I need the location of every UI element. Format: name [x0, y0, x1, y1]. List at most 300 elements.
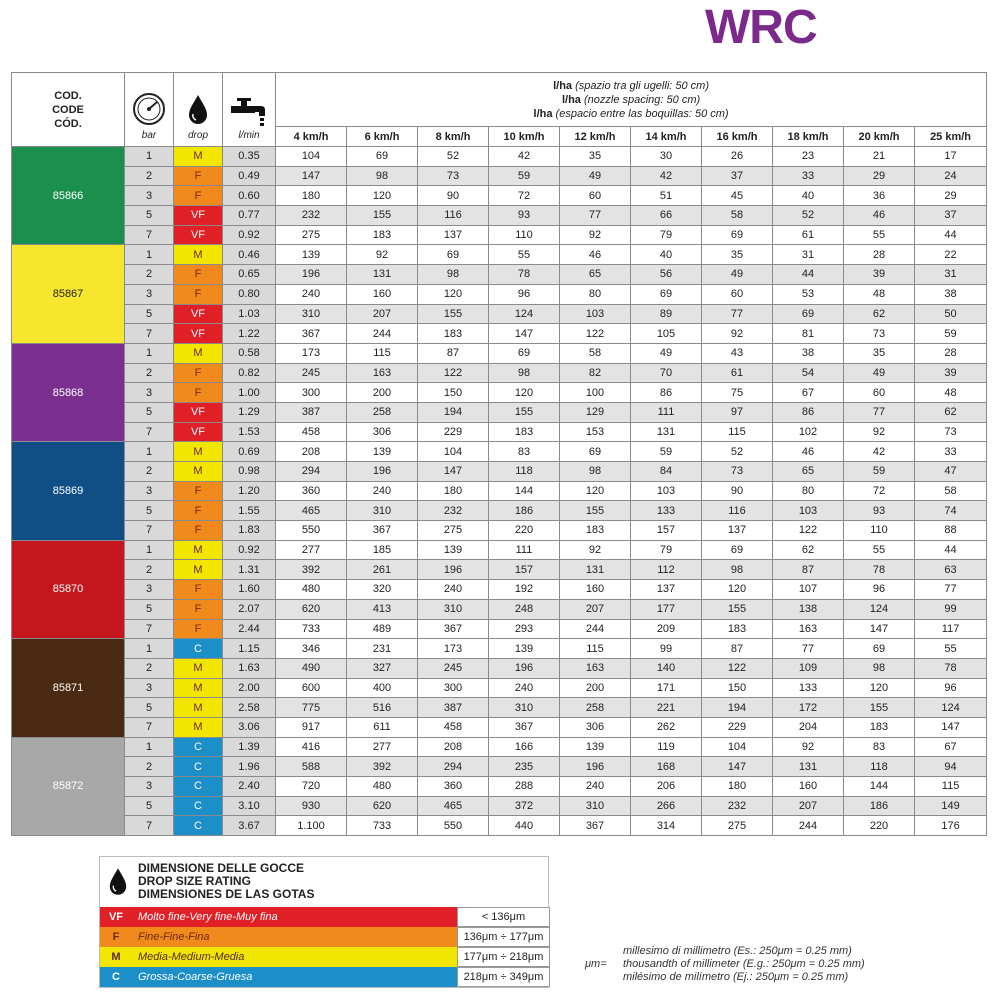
flow-rate-cell: 0.69	[223, 442, 276, 462]
application-rate-cell: 29	[915, 186, 987, 206]
application-rate-cell: 133	[631, 501, 702, 521]
speed-header: 6 km/h	[347, 127, 418, 147]
application-rate-cell: 96	[915, 678, 987, 698]
application-rate-cell: 416	[276, 737, 347, 757]
pressure-cell: 7	[125, 717, 174, 737]
application-rate-cell: 35	[844, 343, 915, 363]
application-rate-cell: 310	[418, 599, 489, 619]
flow-rate-cell: 0.98	[223, 462, 276, 482]
application-rate-cell: 208	[418, 737, 489, 757]
application-rate-cell: 245	[418, 658, 489, 678]
pressure-cell: 1	[125, 737, 174, 757]
table-row	[12, 501, 987, 521]
application-rate-cell: 275	[702, 816, 773, 836]
application-rate-cell: 150	[418, 383, 489, 403]
application-rate-cell: 144	[489, 481, 560, 501]
application-rate-cell: 240	[560, 777, 631, 797]
application-rate-cell: 119	[631, 737, 702, 757]
application-rate-cell: 58	[560, 343, 631, 363]
legend-code: F	[112, 931, 120, 943]
application-rate-cell: 36	[844, 186, 915, 206]
legend-description: Fine-Fine-Fina	[138, 931, 210, 943]
application-rate-cell: 99	[915, 599, 987, 619]
application-rate-cell: 87	[702, 639, 773, 659]
application-rate-cell: 155	[347, 206, 418, 226]
legend-row	[100, 967, 550, 987]
drop-size-cell: M	[174, 442, 223, 462]
flow-rate-cell: 1.60	[223, 580, 276, 600]
application-rate-cell: 110	[844, 521, 915, 541]
application-rate-cell: 346	[276, 639, 347, 659]
drop-size-cell: F	[174, 186, 223, 206]
application-rate-cell: 103	[560, 304, 631, 324]
application-rate-cell: 102	[773, 422, 844, 442]
application-rate-cell: 140	[631, 658, 702, 678]
drop-size-cell: M	[174, 245, 223, 265]
application-rate-cell: 69	[418, 245, 489, 265]
flow-rate-cell: 0.49	[223, 166, 276, 186]
pressure-cell: 2	[125, 265, 174, 285]
application-rate-cell: 288	[489, 777, 560, 797]
application-rate-cell: 196	[560, 757, 631, 777]
application-rate-cell: 49	[702, 265, 773, 285]
legend-range: < 136μm	[457, 907, 550, 927]
table-row	[12, 540, 987, 560]
application-rate-cell: 180	[276, 186, 347, 206]
application-rate-cell: 56	[631, 265, 702, 285]
application-rate-cell: 33	[773, 166, 844, 186]
application-rate-cell: 144	[844, 777, 915, 797]
application-rate-cell: 611	[347, 717, 418, 737]
application-rate-cell: 917	[276, 717, 347, 737]
table-row	[12, 757, 987, 777]
application-rate-cell: 186	[844, 796, 915, 816]
application-rate-cell: 139	[560, 737, 631, 757]
flow-rate-cell: 0.46	[223, 245, 276, 265]
application-rate-cell: 48	[844, 284, 915, 304]
application-rate-cell: 55	[489, 245, 560, 265]
table-row	[12, 599, 987, 619]
application-rate-cell: 103	[631, 481, 702, 501]
application-rate-cell: 155	[489, 402, 560, 422]
title-line-it: l/ha (spazio tra gli ugelli: 50 cm)	[553, 79, 709, 92]
application-rate-cell: 147	[915, 717, 987, 737]
application-rate-cell: 440	[489, 816, 560, 836]
application-rate-cell: 120	[418, 284, 489, 304]
pressure-cell: 1	[125, 245, 174, 265]
application-rate-cell: 116	[418, 206, 489, 226]
flow-rate-cell: 2.40	[223, 777, 276, 797]
note-line-es: milésimo de milímetro (Ej.: 250μm = 0.25 mm)	[623, 971, 849, 983]
application-rate-cell: 232	[702, 796, 773, 816]
drop-size-cell: M	[174, 540, 223, 560]
application-rate-cell: 129	[560, 402, 631, 422]
application-rate-cell: 231	[347, 639, 418, 659]
application-rate-cell: 122	[702, 658, 773, 678]
application-rate-cell: 209	[631, 619, 702, 639]
application-rate-cell: 183	[844, 717, 915, 737]
table-row	[12, 658, 987, 678]
application-rate-cell: 310	[560, 796, 631, 816]
application-rate-cell: 52	[418, 147, 489, 167]
application-rate-cell: 77	[844, 402, 915, 422]
application-rate-cell: 78	[844, 560, 915, 580]
application-rate-cell: 115	[560, 639, 631, 659]
application-rate-cell: 196	[418, 560, 489, 580]
application-rate-cell: 180	[702, 777, 773, 797]
table-row	[12, 363, 987, 383]
application-rate-cell: 465	[418, 796, 489, 816]
pressure-cell: 5	[125, 501, 174, 521]
application-rate-cell: 107	[773, 580, 844, 600]
pressure-cell: 1	[125, 147, 174, 167]
application-rate-cell: 120	[489, 383, 560, 403]
table-row	[12, 796, 987, 816]
application-rate-cell: 139	[347, 442, 418, 462]
drop-size-cell: F	[174, 619, 223, 639]
application-rate-cell: 59	[915, 324, 987, 344]
application-rate-cell: 26	[702, 147, 773, 167]
application-rate-cell: 100	[560, 383, 631, 403]
legend-title-es: DIMENSIONES DE LAS GOTAS	[138, 887, 315, 901]
application-rate-cell: 75	[702, 383, 773, 403]
application-rate-cell: 131	[631, 422, 702, 442]
legend-title-it: DIMENSIONE DELLE GOCCE	[138, 861, 305, 875]
application-rate-cell: 24	[915, 166, 987, 186]
application-rate-cell: 194	[418, 402, 489, 422]
drop-size-cell: F	[174, 501, 223, 521]
application-rate-cell: 55	[915, 639, 987, 659]
drop-size-cell: F	[174, 284, 223, 304]
cod-line-it: COD.	[54, 89, 82, 102]
legend-description: Media-Medium-Media	[138, 951, 245, 963]
speed-header: 25 km/h	[915, 127, 987, 147]
drop-size-cell: M	[174, 147, 223, 167]
application-rate-cell: 277	[276, 540, 347, 560]
drop-size-cell: VF	[174, 402, 223, 422]
table-row	[12, 717, 987, 737]
cod-line-en: CODE	[52, 103, 84, 116]
application-rate-cell: 185	[347, 540, 418, 560]
application-rate-cell: 620	[276, 599, 347, 619]
application-rate-cell: 147	[702, 757, 773, 777]
application-rate-cell: 17	[915, 147, 987, 167]
application-rate-cell: 44	[915, 225, 987, 245]
drop-size-cell: C	[174, 757, 223, 777]
application-rate-cell: 38	[773, 343, 844, 363]
application-rate-cell: 115	[915, 777, 987, 797]
application-rate-cell: 372	[489, 796, 560, 816]
pressure-cell: 2	[125, 462, 174, 482]
pressure-cell: 2	[125, 166, 174, 186]
application-rate-cell: 220	[489, 521, 560, 541]
table-row	[12, 225, 987, 245]
flow-column-header	[223, 73, 276, 147]
application-rate-cell: 69	[844, 639, 915, 659]
application-rate-cell: 98	[418, 265, 489, 285]
flow-rate-cell: 0.92	[223, 540, 276, 560]
legend-description: Grossa-Coarse-Gruesa	[138, 971, 253, 983]
application-rate-cell: 240	[276, 284, 347, 304]
pressure-cell: 7	[125, 816, 174, 836]
application-rate-cell: 59	[489, 166, 560, 186]
application-rate-cell: 367	[489, 717, 560, 737]
drop-size-cell: F	[174, 383, 223, 403]
title-line-en: l/ha (nozzle spacing: 50 cm)	[561, 93, 701, 106]
application-rate-cell: 310	[276, 304, 347, 324]
application-rate-cell: 149	[915, 796, 987, 816]
application-rate-cell: 157	[631, 521, 702, 541]
application-rate-cell: 310	[347, 501, 418, 521]
application-rate-cell: 310	[489, 698, 560, 718]
pressure-cell: 2	[125, 560, 174, 580]
application-rate-cell: 78	[489, 265, 560, 285]
application-rate-cell: 42	[489, 147, 560, 167]
brand-logo: WRC	[705, 1, 817, 54]
flow-rate-cell: 1.29	[223, 402, 276, 422]
speed-header: 18 km/h	[773, 127, 844, 147]
legend-title-en: DROP SIZE RATING	[138, 874, 251, 888]
application-rate-cell: 67	[915, 737, 987, 757]
table-row	[12, 462, 987, 482]
application-rate-cell: 94	[915, 757, 987, 777]
table-row	[12, 324, 987, 344]
speed-header: 8 km/h	[418, 127, 489, 147]
pressure-cell: 7	[125, 619, 174, 639]
application-rate-cell: 51	[631, 186, 702, 206]
application-rate-cell: 458	[418, 717, 489, 737]
application-rate-cell: 733	[276, 619, 347, 639]
table-row	[12, 206, 987, 226]
pressure-cell: 5	[125, 206, 174, 226]
application-rate-cell: 46	[844, 206, 915, 226]
application-rate-cell: 206	[631, 777, 702, 797]
pressure-cell: 3	[125, 678, 174, 698]
application-rate-cell: 490	[276, 658, 347, 678]
speed-header: 12 km/h	[560, 127, 631, 147]
application-rate-cell: 245	[276, 363, 347, 383]
application-rate-cell: 79	[631, 225, 702, 245]
application-rate-cell: 155	[560, 501, 631, 521]
application-rate-cell: 367	[347, 521, 418, 541]
flow-rate-cell: 1.15	[223, 639, 276, 659]
application-rate-cell: 138	[773, 599, 844, 619]
application-rate-cell: 60	[844, 383, 915, 403]
application-rate-cell: 775	[276, 698, 347, 718]
application-rate-cell: 118	[844, 757, 915, 777]
pressure-cell: 1	[125, 343, 174, 363]
application-rate-cell: 44	[773, 265, 844, 285]
speed-header: 10 km/h	[489, 127, 560, 147]
table-row	[12, 639, 987, 659]
application-rate-cell: 248	[489, 599, 560, 619]
application-rate-cell: 93	[489, 206, 560, 226]
application-rate-cell: 98	[347, 166, 418, 186]
application-rate-cell: 77	[560, 206, 631, 226]
application-rate-cell: 221	[631, 698, 702, 718]
application-rate-cell: 120	[347, 186, 418, 206]
flow-rate-cell: 0.80	[223, 284, 276, 304]
nozzle-code: 85870	[12, 540, 125, 638]
application-rate-cell: 96	[844, 580, 915, 600]
application-rate-cell: 124	[915, 698, 987, 718]
application-rate-cell: 306	[347, 422, 418, 442]
legend-code: VF	[108, 911, 124, 923]
application-rate-cell: 33	[915, 442, 987, 462]
application-rate-cell: 73	[844, 324, 915, 344]
application-rate-cell: 229	[702, 717, 773, 737]
drop-size-cell: VF	[174, 206, 223, 226]
application-rate-cell: 124	[489, 304, 560, 324]
application-rate-cell: 79	[631, 540, 702, 560]
application-rate-cell: 122	[560, 324, 631, 344]
application-rate-cell: 90	[702, 481, 773, 501]
application-rate-cell: 35	[560, 147, 631, 167]
application-rate-cell: 275	[276, 225, 347, 245]
application-rate-cell: 98	[560, 462, 631, 482]
application-rate-cell: 360	[276, 481, 347, 501]
application-rate-cell: 92	[702, 324, 773, 344]
application-rate-cell: 105	[631, 324, 702, 344]
application-rate-cell: 45	[702, 186, 773, 206]
application-rate-cell: 258	[560, 698, 631, 718]
application-rate-cell: 327	[347, 658, 418, 678]
application-rate-cell: 160	[347, 284, 418, 304]
pressure-gauge-icon	[132, 92, 166, 126]
application-rate-cell: 82	[560, 363, 631, 383]
table-row	[12, 816, 987, 836]
drop-size-cell: C	[174, 777, 223, 797]
drop-size-cell: C	[174, 816, 223, 836]
application-rate-cell: 61	[702, 363, 773, 383]
application-rate-cell: 163	[773, 619, 844, 639]
pressure-cell: 7	[125, 225, 174, 245]
pressure-cell: 3	[125, 383, 174, 403]
flow-rate-cell: 0.60	[223, 186, 276, 206]
application-rate-cell: 220	[844, 816, 915, 836]
application-rate-cell: 137	[702, 521, 773, 541]
table-row	[12, 343, 987, 363]
nozzle-code: 85869	[12, 442, 125, 540]
drop-size-legend	[99, 856, 549, 988]
application-rate-cell: 183	[702, 619, 773, 639]
pressure-cell: 3	[125, 580, 174, 600]
micron-symbol: μm=	[585, 958, 607, 970]
application-rate-cell: 240	[347, 481, 418, 501]
application-rate-cell: 360	[418, 777, 489, 797]
application-rate-cell: 98	[844, 658, 915, 678]
application-rate-cell: 98	[489, 363, 560, 383]
table-row	[12, 698, 987, 718]
application-rate-cell: 367	[276, 324, 347, 344]
application-rate-cell: 139	[276, 245, 347, 265]
application-rate-cell: 69	[773, 304, 844, 324]
application-rate-cell: 183	[418, 324, 489, 344]
application-rate-cell: 173	[418, 639, 489, 659]
application-rate-cell: 177	[631, 599, 702, 619]
application-rate-cell: 320	[347, 580, 418, 600]
application-rate-cell: 30	[631, 147, 702, 167]
application-rate-cell: 103	[773, 501, 844, 521]
pressure-cell: 5	[125, 796, 174, 816]
application-rate-cell: 261	[347, 560, 418, 580]
application-rate-cell: 40	[773, 186, 844, 206]
application-rate-cell: 314	[631, 816, 702, 836]
application-rate-cell: 155	[418, 304, 489, 324]
application-rate-cell: 69	[631, 284, 702, 304]
application-rate-cell: 208	[276, 442, 347, 462]
application-rate-cell: 306	[560, 717, 631, 737]
flow-label: l/min	[238, 129, 260, 141]
application-rate-cell: 66	[631, 206, 702, 226]
application-rate-cell: 49	[631, 343, 702, 363]
application-rate-cell: 115	[702, 422, 773, 442]
application-rate-cell: 204	[773, 717, 844, 737]
application-rate-cell: 172	[773, 698, 844, 718]
flow-rate-cell: 0.82	[223, 363, 276, 383]
pressure-cell: 5	[125, 402, 174, 422]
application-rate-cell: 120	[844, 678, 915, 698]
pressure-cell: 5	[125, 304, 174, 324]
application-rate-cell: 183	[489, 422, 560, 442]
application-rate-cell: 147	[844, 619, 915, 639]
flow-rate-cell: 0.92	[223, 225, 276, 245]
flow-rate-cell: 0.65	[223, 265, 276, 285]
legend-row	[100, 927, 550, 947]
nozzle-code: 85868	[12, 343, 125, 441]
nozzle-code: 85871	[12, 639, 125, 737]
application-rate-cell: 88	[915, 521, 987, 541]
application-rate-cell: 86	[773, 402, 844, 422]
application-rate-cell: 59	[844, 462, 915, 482]
application-rate-cell: 98	[702, 560, 773, 580]
application-rate-cell: 171	[631, 678, 702, 698]
drop-size-cell: VF	[174, 422, 223, 442]
application-rate-cell: 73	[915, 422, 987, 442]
speed-header: 14 km/h	[631, 127, 702, 147]
application-rate-cell: 58	[915, 481, 987, 501]
application-rate-cell: 62	[773, 540, 844, 560]
application-rate-cell: 1.100	[276, 816, 347, 836]
application-rate-cell: 60	[560, 186, 631, 206]
flow-rate-cell: 1.03	[223, 304, 276, 324]
drop-column-header	[174, 73, 223, 147]
table-row	[12, 442, 987, 462]
application-rate-cell: 39	[915, 363, 987, 383]
application-rate-cell: 235	[489, 757, 560, 777]
application-rate-cell: 90	[418, 186, 489, 206]
application-rate-cell: 22	[915, 245, 987, 265]
legend-row	[100, 907, 550, 927]
application-rate-cell: 69	[702, 540, 773, 560]
legend-row	[100, 947, 550, 967]
flow-rate-cell: 1.96	[223, 757, 276, 777]
application-rate-cell: 31	[915, 265, 987, 285]
application-rate-cell: 104	[418, 442, 489, 462]
application-rate-cell: 387	[418, 698, 489, 718]
drop-size-cell: VF	[174, 324, 223, 344]
application-rate-cell: 232	[276, 206, 347, 226]
application-rate-cell: 55	[844, 225, 915, 245]
flow-rate-cell: 1.20	[223, 481, 276, 501]
application-rate-cell: 620	[347, 796, 418, 816]
application-rate-cell: 43	[702, 343, 773, 363]
pressure-cell: 7	[125, 324, 174, 344]
application-rate-cell: 52	[702, 442, 773, 462]
table-row	[12, 422, 987, 442]
application-rate-cell: 80	[773, 481, 844, 501]
drop-size-cell: M	[174, 698, 223, 718]
